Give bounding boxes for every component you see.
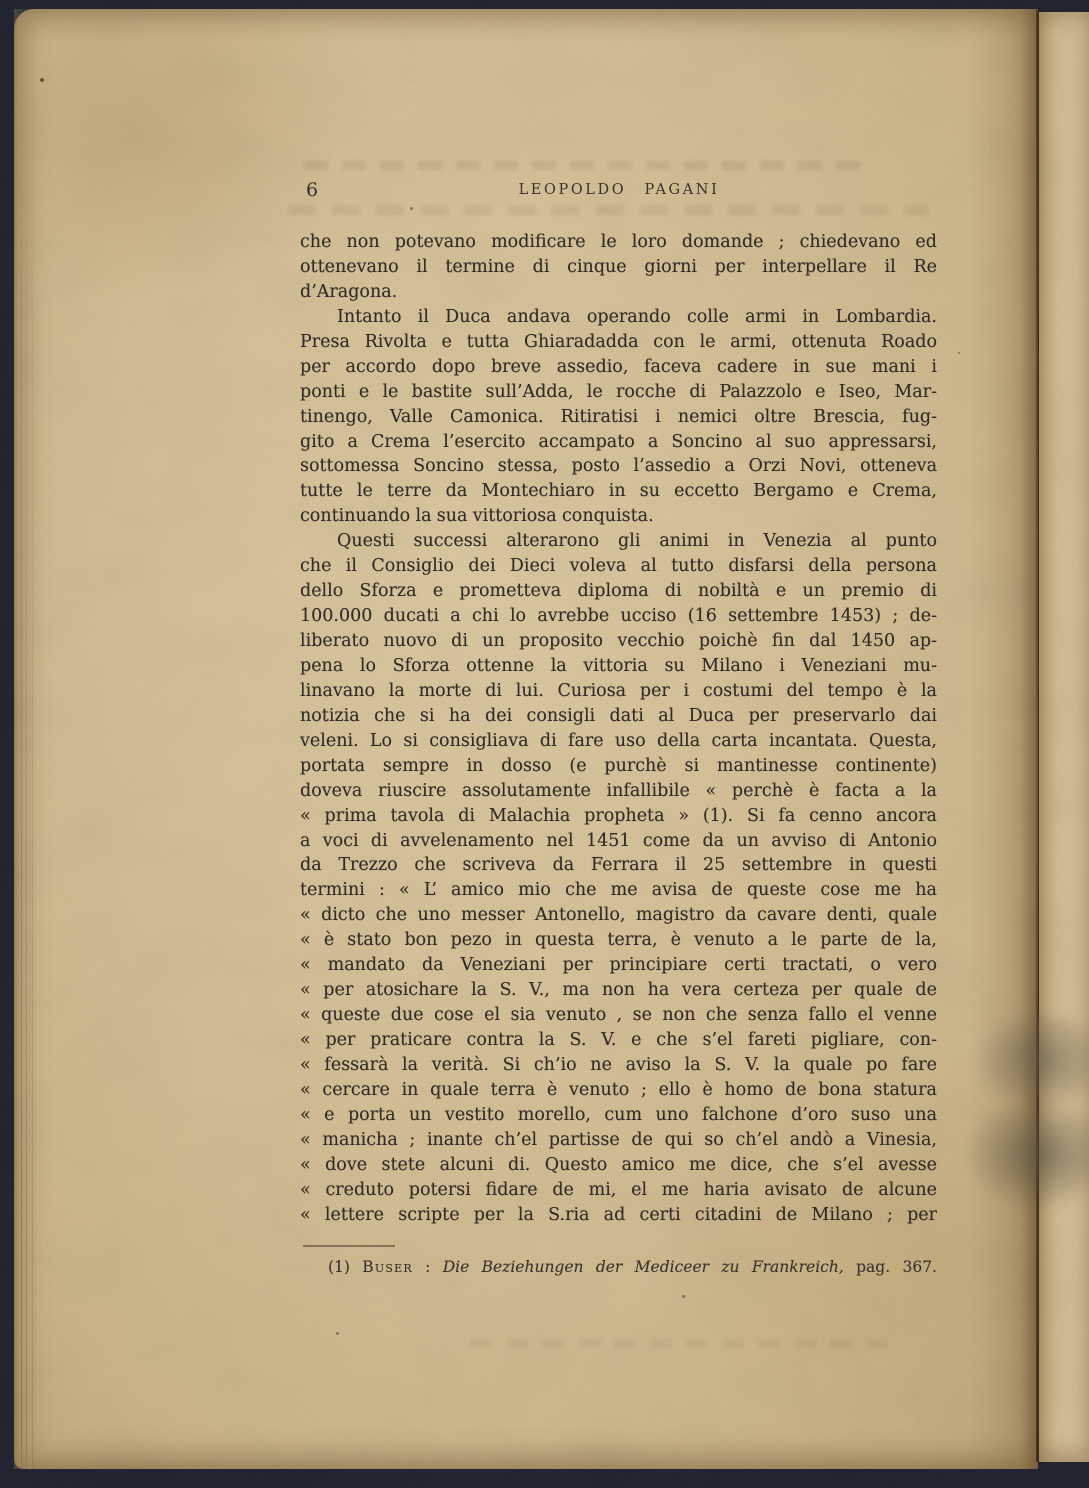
text-line: « cercare in quale terra è venuto ; ello è homo de bona statura: [300, 1079, 937, 1100]
text-block: [300, 230, 937, 1228]
ink-showthrough: [470, 1339, 900, 1348]
text-line: tutte le terre da Montechiaro in su eccetto Bergamo e Crema,: [300, 481, 937, 502]
ink-showthrough: [304, 161, 864, 170]
running-header: [300, 179, 938, 203]
text-line: linavano la morte di lui. Curiosa per i costumi del tempo è la: [300, 680, 937, 701]
text-line: che non potevano modificare le loro domande ; chiedevano ed: [300, 232, 937, 252]
text-line: 100.000 ducati a chi lo avrebbe ucciso (16 settembre 1453) ; de-: [300, 606, 937, 627]
footnote-page-ref: pag. 367.: [843, 1258, 937, 1276]
text-line: tinengo, Valle Camonica. Ritiratisi i nemici oltre Brescia, fug-: [300, 406, 937, 427]
text-line: termini : « L’ amico mio che me avisa de queste cose me ha: [300, 880, 937, 901]
text-line: da Trezzo che scriveva da Ferrara il 25 settembre in questi: [300, 855, 937, 876]
paper-speck: [40, 78, 44, 82]
text-line: pena lo Sforza ottenne la vittoria su Milano i Veneziani mu-: [300, 655, 937, 676]
text-line: « per praticare contra la S. V. e che s’el fareti pigliare, con-: [300, 1030, 937, 1050]
paper-speck: [958, 352, 960, 354]
text-line: sottomessa Soncino stessa, posto l’assedio a Orzi Novi, otteneva: [300, 456, 937, 477]
gutter-shadow: [968, 9, 1038, 1469]
text-line: « manicha ; inante ch’el partisse de qui so ch’el andò a Vinesia,: [300, 1129, 937, 1150]
book-page: [14, 9, 1038, 1469]
text-line: Intanto il Duca andava operando colle armi in Lombardia.: [337, 306, 937, 327]
text-line: « lettere scripte per la S.ria ad certi citadini de Milano ; per: [300, 1204, 937, 1225]
paper-speck: [682, 1295, 685, 1298]
text-line: « prima tavola di Malachia propheta » (1). Si fa cenno ancora: [300, 805, 937, 826]
text-line: continuando la sua vittoriosa conquista.: [300, 506, 654, 527]
text-line: « e porta un vestito morello, cum uno falchone d’oro suso una: [300, 1104, 937, 1125]
page-edge-line: [26, 9, 27, 1469]
text-line: a voci di avvelenamento nel 1451 come da un avviso di Antonio: [300, 830, 937, 851]
facing-page-edge: [1039, 12, 1089, 1462]
text-line: liberato nuovo di un proposito vecchio poichè fin dal 1450 ap-: [300, 631, 937, 651]
footnote-rule: [303, 1245, 395, 1247]
text-line: « dicto che uno messer Antonello, magistro da cavare denti, quale: [300, 905, 937, 926]
paper-speck: [410, 207, 413, 210]
footnote-author: Buser: [362, 1258, 413, 1276]
footnote-marker: (1): [328, 1258, 363, 1276]
text-line: doveva riuscire assolutamente infallibile « perchè è facta a la: [300, 780, 937, 801]
text-line: d’Aragona.: [300, 281, 398, 302]
text-line: « queste due cose el sia venuto , se non che senza fallo el venne: [300, 1005, 937, 1026]
text-line: dello Sforza e prometteva diploma di nobiltà e un premio di: [300, 581, 937, 602]
text-line: per accordo dopo breve assedio, faceva cadere in sue mani i: [300, 356, 937, 377]
text-line: « fessarà la verità. Si ch’io ne aviso la S. V. la quale po fare: [300, 1054, 937, 1075]
footnote-title: Die Beziehungen der Mediceer zu Frankreich,: [442, 1258, 844, 1276]
text-line: « dove stete alcuni di. Questo amico me dice, che s’el avesse: [300, 1154, 937, 1175]
page-edge-line: [32, 9, 33, 1469]
page-number: 6: [306, 179, 319, 201]
text-line: « per atosichare la S. V., ma non ha vera certeza per quale de: [300, 980, 937, 1001]
text-line: « è stato bon pezo in questa terra, è venuto a le parte de la,: [300, 930, 937, 951]
text-line: Presa Rivolta e tutta Ghiaradadda con le armi, ottenuta Roado: [300, 331, 937, 352]
running-title: LEOPOLDO PAGANI: [518, 182, 720, 198]
page-edge-line: [21, 9, 22, 1469]
footnote-separator: :: [412, 1258, 443, 1276]
footnote: [300, 1256, 937, 1278]
text-line: ponti e le bastite sull’Adda, le rocche di Palazzolo e Iseo, Mar-: [300, 381, 937, 402]
ink-showthrough: [288, 205, 928, 215]
text-line: « mandato da Veneziani per principiare certi tractati, o vero: [300, 955, 937, 976]
text-line: gito a Crema l’esercito accampato a Soncino al suo appressarsi,: [300, 431, 937, 452]
text-line: che il Consiglio dei Dieci voleva al tutto disfarsi della persona: [300, 556, 937, 577]
text-line: portata sempre in dosso (e purchè si mantinesse continente): [300, 755, 937, 776]
text-line: notizia che si ha dei consigli dati al Duca per preservarlo dai: [300, 705, 937, 726]
text-line: Questi successi alterarono gli animi in Venezia al punto: [337, 531, 937, 552]
paper-speck: [336, 1332, 339, 1335]
text-line: ottenevano il termine di cinque giorni per interpellare il Re: [300, 256, 937, 277]
text-line: veleni. Lo si consigliava di fare uso della carta incantata. Questa,: [300, 730, 937, 751]
text-line: « creduto potersi fidare de mi, el me haria avisato de alcune: [300, 1179, 937, 1200]
page-fore-edge: [14, 9, 48, 1469]
